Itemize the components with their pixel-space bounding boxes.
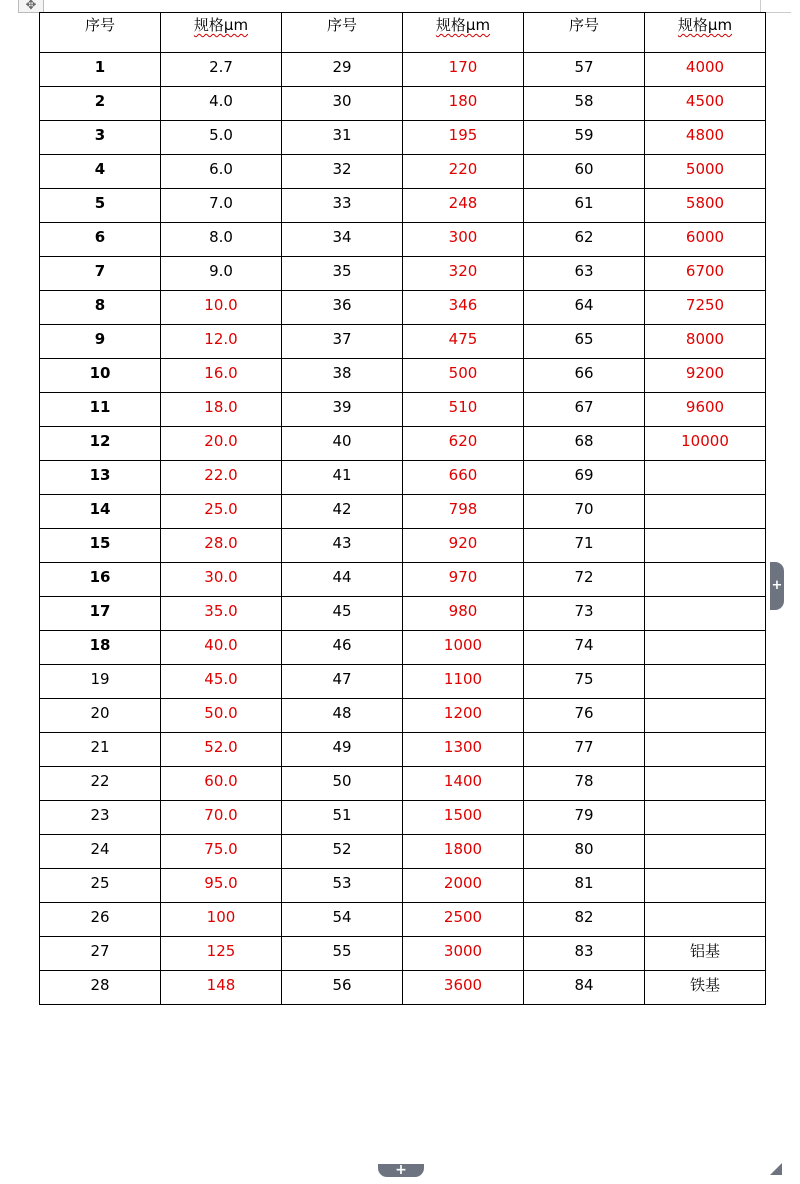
header-label: 序号 (84, 16, 115, 34)
spec-cell[interactable]: 40.0 (161, 631, 282, 665)
spec-cell[interactable]: 3600 (403, 971, 524, 1005)
table-row (40, 733, 766, 767)
plus-icon: + (395, 1162, 407, 1178)
spec-cell[interactable]: 170 (403, 53, 524, 87)
table-row (40, 393, 766, 427)
serial-cell[interactable]: 63 (524, 257, 645, 291)
table-header-row (40, 13, 766, 53)
serial-cell[interactable]: 51 (282, 801, 403, 835)
table-row (40, 869, 766, 903)
spec-cell[interactable]: 9200 (645, 359, 766, 393)
serial-cell[interactable]: 48 (282, 699, 403, 733)
serial-cell[interactable]: 30 (282, 87, 403, 121)
serial-cell[interactable]: 82 (524, 903, 645, 937)
serial-cell[interactable]: 73 (524, 597, 645, 631)
serial-cell[interactable]: 8 (40, 291, 161, 325)
spec-cell[interactable]: 20.0 (161, 427, 282, 461)
spec-cell[interactable] (645, 903, 766, 937)
spec-cell[interactable]: 12.0 (161, 325, 282, 359)
spec-cell[interactable]: 95.0 (161, 869, 282, 903)
spec-cell[interactable] (645, 597, 766, 631)
serial-cell[interactable]: 78 (524, 767, 645, 801)
spec-cell[interactable]: 920 (403, 529, 524, 563)
table-row (40, 631, 766, 665)
spec-cell[interactable]: 300 (403, 223, 524, 257)
serial-cell[interactable]: 41 (282, 461, 403, 495)
spec-cell[interactable]: 620 (403, 427, 524, 461)
serial-cell[interactable]: 79 (524, 801, 645, 835)
header-cell-serial (40, 13, 161, 53)
serial-cell[interactable]: 2 (40, 87, 161, 121)
spec-cell[interactable]: 220 (403, 155, 524, 189)
serial-cell[interactable]: 57 (524, 53, 645, 87)
table-row (40, 767, 766, 801)
spec-cell[interactable] (645, 801, 766, 835)
header-label: 规格μm (435, 16, 491, 34)
table-row (40, 461, 766, 495)
spec-cell[interactable]: 9600 (645, 393, 766, 427)
spec-cell[interactable]: 320 (403, 257, 524, 291)
header-cell-spec (645, 13, 766, 53)
spec-cell[interactable]: 1000 (403, 631, 524, 665)
serial-cell[interactable]: 25 (40, 869, 161, 903)
table-row (40, 53, 766, 87)
serial-cell[interactable]: 68 (524, 427, 645, 461)
serial-cell[interactable]: 61 (524, 189, 645, 223)
serial-cell[interactable]: 35 (282, 257, 403, 291)
table-row (40, 529, 766, 563)
serial-cell[interactable]: 38 (282, 359, 403, 393)
serial-cell[interactable]: 29 (282, 53, 403, 87)
serial-cell[interactable]: 3 (40, 121, 161, 155)
spec-cell[interactable]: 100 (161, 903, 282, 937)
table-row (40, 835, 766, 869)
spec-cell[interactable]: 475 (403, 325, 524, 359)
spec-cell[interactable]: 500 (403, 359, 524, 393)
spec-cell[interactable]: 248 (403, 189, 524, 223)
serial-cell[interactable]: 21 (40, 733, 161, 767)
serial-cell[interactable]: 11 (40, 393, 161, 427)
table-row (40, 121, 766, 155)
spec-cell[interactable]: 1100 (403, 665, 524, 699)
spec-cell[interactable]: 6.0 (161, 155, 282, 189)
spec-cell[interactable]: 2500 (403, 903, 524, 937)
spec-cell[interactable] (645, 733, 766, 767)
add-row-button[interactable] (378, 1164, 424, 1177)
spec-cell[interactable]: 798 (403, 495, 524, 529)
spec-cell[interactable]: 50.0 (161, 699, 282, 733)
serial-cell[interactable]: 37 (282, 325, 403, 359)
serial-cell[interactable]: 84 (524, 971, 645, 1005)
spec-cell[interactable] (645, 631, 766, 665)
serial-cell[interactable]: 42 (282, 495, 403, 529)
table-row (40, 903, 766, 937)
spec-cell[interactable]: 2.7 (161, 53, 282, 87)
spec-cell[interactable]: 970 (403, 563, 524, 597)
serial-cell[interactable]: 70 (524, 495, 645, 529)
table-row (40, 291, 766, 325)
header-cell-serial (524, 13, 645, 53)
serial-cell[interactable]: 49 (282, 733, 403, 767)
serial-cell[interactable]: 74 (524, 631, 645, 665)
spec-cell[interactable]: 18.0 (161, 393, 282, 427)
spec-cell[interactable]: 180 (403, 87, 524, 121)
table-row (40, 155, 766, 189)
header-cell-spec (403, 13, 524, 53)
header-cell-serial (282, 13, 403, 53)
serial-cell[interactable]: 40 (282, 427, 403, 461)
table-row (40, 563, 766, 597)
spec-cell[interactable]: 2000 (403, 869, 524, 903)
spec-cell[interactable]: 1800 (403, 835, 524, 869)
spec-cell[interactable]: 70.0 (161, 801, 282, 835)
spec-cell[interactable]: 1400 (403, 767, 524, 801)
serial-cell[interactable]: 36 (282, 291, 403, 325)
serial-cell[interactable]: 67 (524, 393, 645, 427)
table-row (40, 495, 766, 529)
add-column-button[interactable] (770, 562, 784, 610)
serial-cell[interactable]: 54 (282, 903, 403, 937)
spec-cell[interactable]: 1500 (403, 801, 524, 835)
serial-cell[interactable]: 9 (40, 325, 161, 359)
spec-cell[interactable]: 1300 (403, 733, 524, 767)
spec-cell[interactable]: 7.0 (161, 189, 282, 223)
serial-cell[interactable]: 34 (282, 223, 403, 257)
plus-icon: + (771, 578, 783, 593)
spec-cell[interactable]: 510 (403, 393, 524, 427)
spec-table-body (40, 13, 766, 1005)
spec-cell[interactable]: 28.0 (161, 529, 282, 563)
table-row (40, 223, 766, 257)
serial-cell[interactable]: 44 (282, 563, 403, 597)
serial-cell[interactable]: 81 (524, 869, 645, 903)
spec-cell[interactable]: 4800 (645, 121, 766, 155)
serial-cell[interactable]: 28 (40, 971, 161, 1005)
spec-cell[interactable]: 8.0 (161, 223, 282, 257)
serial-cell[interactable]: 27 (40, 937, 161, 971)
serial-cell[interactable]: 60 (524, 155, 645, 189)
serial-cell[interactable]: 83 (524, 937, 645, 971)
serial-cell[interactable]: 76 (524, 699, 645, 733)
spec-cell[interactable] (645, 461, 766, 495)
spec-cell[interactable] (645, 699, 766, 733)
spec-cell[interactable]: 9.0 (161, 257, 282, 291)
serial-cell[interactable]: 24 (40, 835, 161, 869)
serial-cell[interactable]: 1 (40, 53, 161, 87)
table-row (40, 427, 766, 461)
serial-cell[interactable]: 5 (40, 189, 161, 223)
serial-cell[interactable]: 71 (524, 529, 645, 563)
spec-cell[interactable]: 30.0 (161, 563, 282, 597)
header-label: 规格μm (677, 16, 733, 34)
header-label: 规格μm (193, 16, 249, 34)
serial-cell[interactable]: 58 (524, 87, 645, 121)
spec-cell[interactable]: 5000 (645, 155, 766, 189)
spec-cell[interactable] (645, 665, 766, 699)
spec-cell[interactable] (645, 563, 766, 597)
serial-cell[interactable]: 22 (40, 767, 161, 801)
header-label: 序号 (568, 16, 599, 34)
serial-cell[interactable]: 16 (40, 563, 161, 597)
table-row (40, 597, 766, 631)
spec-cell[interactable]: 125 (161, 937, 282, 971)
spec-cell[interactable] (645, 835, 766, 869)
serial-cell[interactable]: 80 (524, 835, 645, 869)
spec-cell[interactable]: 1200 (403, 699, 524, 733)
spec-cell[interactable]: 铝基 (645, 937, 766, 971)
spec-cell[interactable]: 660 (403, 461, 524, 495)
serial-cell[interactable]: 56 (282, 971, 403, 1005)
spec-cell[interactable]: 35.0 (161, 597, 282, 631)
spec-cell[interactable]: 4.0 (161, 87, 282, 121)
spec-cell[interactable]: 346 (403, 291, 524, 325)
serial-cell[interactable]: 47 (282, 665, 403, 699)
spec-cell[interactable]: 195 (403, 121, 524, 155)
spec-cell[interactable]: 4000 (645, 53, 766, 87)
spec-cell[interactable]: 铁基 (645, 971, 766, 1005)
serial-cell[interactable]: 18 (40, 631, 161, 665)
spec-table (39, 12, 766, 1005)
spec-cell[interactable]: 980 (403, 597, 524, 631)
serial-cell[interactable]: 55 (282, 937, 403, 971)
serial-cell[interactable]: 65 (524, 325, 645, 359)
spec-cell[interactable]: 7250 (645, 291, 766, 325)
serial-cell[interactable]: 59 (524, 121, 645, 155)
serial-cell[interactable]: 15 (40, 529, 161, 563)
serial-cell[interactable]: 52 (282, 835, 403, 869)
serial-cell[interactable]: 69 (524, 461, 645, 495)
serial-cell[interactable]: 20 (40, 699, 161, 733)
serial-cell[interactable]: 50 (282, 767, 403, 801)
spec-cell[interactable]: 5.0 (161, 121, 282, 155)
spec-cell[interactable]: 10000 (645, 427, 766, 461)
serial-cell[interactable]: 64 (524, 291, 645, 325)
serial-cell[interactable]: 10 (40, 359, 161, 393)
spec-cell[interactable]: 148 (161, 971, 282, 1005)
serial-cell[interactable]: 19 (40, 665, 161, 699)
spec-cell[interactable] (645, 767, 766, 801)
move-icon: ✥ (25, 0, 37, 13)
table-row (40, 189, 766, 223)
table-row (40, 937, 766, 971)
serial-cell[interactable]: 72 (524, 563, 645, 597)
serial-cell[interactable]: 75 (524, 665, 645, 699)
table-row (40, 257, 766, 291)
serial-cell[interactable]: 23 (40, 801, 161, 835)
spec-cell[interactable]: 10.0 (161, 291, 282, 325)
serial-cell[interactable]: 31 (282, 121, 403, 155)
serial-cell[interactable]: 33 (282, 189, 403, 223)
serial-cell[interactable]: 7 (40, 257, 161, 291)
spec-cell[interactable]: 6000 (645, 223, 766, 257)
table-row (40, 971, 766, 1005)
table-resize-handle[interactable] (770, 1163, 782, 1175)
serial-cell[interactable]: 12 (40, 427, 161, 461)
serial-cell[interactable]: 13 (40, 461, 161, 495)
spec-cell[interactable] (645, 869, 766, 903)
table-row (40, 87, 766, 121)
serial-cell[interactable]: 6 (40, 223, 161, 257)
table-row (40, 699, 766, 733)
serial-cell[interactable]: 43 (282, 529, 403, 563)
table-row (40, 359, 766, 393)
spec-cell[interactable]: 3000 (403, 937, 524, 971)
spec-cell[interactable]: 45.0 (161, 665, 282, 699)
spec-cell[interactable]: 8000 (645, 325, 766, 359)
serial-cell[interactable]: 32 (282, 155, 403, 189)
spec-cell[interactable]: 52.0 (161, 733, 282, 767)
serial-cell[interactable]: 77 (524, 733, 645, 767)
spec-cell[interactable]: 6700 (645, 257, 766, 291)
spec-cell[interactable]: 5800 (645, 189, 766, 223)
serial-cell[interactable]: 26 (40, 903, 161, 937)
spec-cell[interactable]: 4500 (645, 87, 766, 121)
spec-cell[interactable] (645, 495, 766, 529)
serial-cell[interactable]: 66 (524, 359, 645, 393)
spec-cell[interactable] (645, 529, 766, 563)
spec-cell[interactable]: 60.0 (161, 767, 282, 801)
serial-cell[interactable]: 53 (282, 869, 403, 903)
spec-cell[interactable]: 16.0 (161, 359, 282, 393)
serial-cell[interactable]: 45 (282, 597, 403, 631)
serial-cell[interactable]: 46 (282, 631, 403, 665)
spec-cell[interactable]: 22.0 (161, 461, 282, 495)
table-row (40, 665, 766, 699)
table-row (40, 325, 766, 359)
serial-cell[interactable]: 17 (40, 597, 161, 631)
serial-cell[interactable]: 14 (40, 495, 161, 529)
serial-cell[interactable]: 4 (40, 155, 161, 189)
spec-cell[interactable]: 75.0 (161, 835, 282, 869)
header-label: 序号 (326, 16, 357, 34)
serial-cell[interactable]: 39 (282, 393, 403, 427)
serial-cell[interactable]: 62 (524, 223, 645, 257)
header-cell-spec (161, 13, 282, 53)
spec-cell[interactable]: 25.0 (161, 495, 282, 529)
table-row (40, 801, 766, 835)
